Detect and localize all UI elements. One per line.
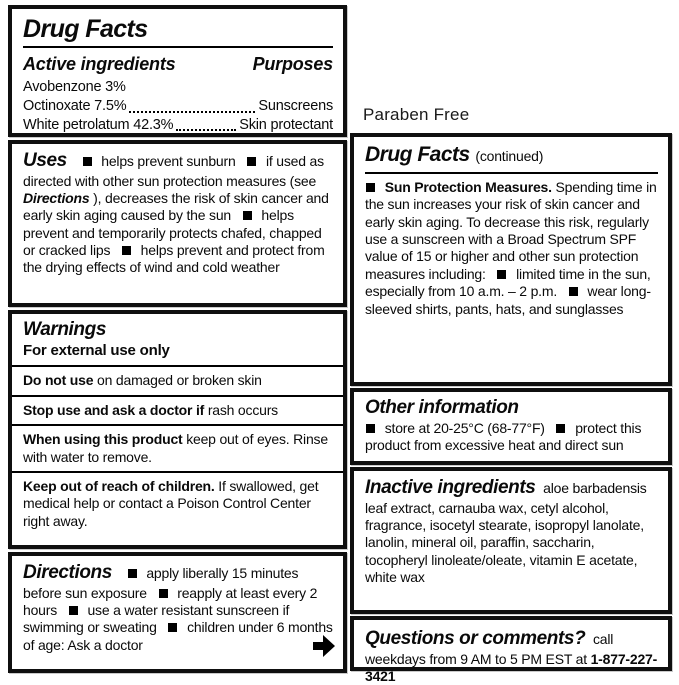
bullet-square-icon	[159, 589, 168, 598]
purposes-label: Purposes	[252, 54, 333, 75]
drug-facts-continued-title	[365, 142, 658, 168]
bullet-square-icon	[247, 157, 256, 166]
uses-section	[8, 140, 347, 307]
drug-facts-continued-section	[350, 133, 672, 386]
continue-arrow-icon	[312, 631, 336, 661]
bullet-square-icon	[83, 157, 92, 166]
ingredient-row	[23, 117, 333, 135]
warning-keep-out-of-reach: Keep out of reach of children. If swallowed, get medical help or contact a Poison Control Center right away.	[23, 477, 319, 529]
ingredient-purpose: Sunscreens	[258, 97, 333, 114]
warning-when-using: When using this product keep out of eyes. Rinse with water to remove.	[23, 431, 328, 465]
title-rule	[365, 172, 658, 174]
inactive-ingredients-text: Inactive ingredients aloe barbadensis leaf extract, carnauba wax, cetyl alcohol, fragrance, isocetyl stearate, isopropyl lanolate, lanolin, mineral oil, paraffin, saccharin, tocopheryl linoleate/oleate, vitamin E acetate, white wax	[365, 477, 647, 585]
title-rule	[23, 46, 333, 48]
paraben-free-claim: Paraben Free	[363, 105, 470, 124]
active-ingredients-label: Active ingredients	[23, 54, 176, 75]
ingredient-name: Avobenzone 3%	[23, 78, 126, 95]
warnings-title: Warnings	[23, 319, 107, 340]
warning-stop-use: Stop use and ask a doctor if rash occurs	[23, 401, 278, 418]
bullet-square-icon	[122, 246, 131, 255]
bullet-square-icon	[243, 211, 252, 220]
warning-do-not-use: Do not use on damaged or broken skin	[23, 372, 262, 389]
other-information-title: Other information	[365, 397, 519, 418]
divider	[12, 395, 343, 397]
continued-suffix: (continued)	[471, 148, 544, 164]
drug-facts-continued-title-text: Drug Facts	[365, 143, 470, 166]
sun-protection-measures-text: Sun Protection Measures. Spending time in the sun increases your risk of skin cancer and early skin aging. To decrease this risk, regularly use a sunscreen with a Broad Spectrum SPF value of 15 or higher and other sun protection measures including: limited time in the sun, especially from 10 a.m. – 2 p.m. wear long-sleeved shirts, pants, hats, and sunglasses	[365, 179, 657, 317]
active-ingredients-section	[8, 5, 347, 137]
ingredient-purpose: Skin protectant	[239, 116, 333, 133]
bullet-square-icon	[69, 606, 78, 615]
directions-text: Directions apply liberally 15 minutes before sun exposure reapply at least every 2 hours use a water resistant sunscreen if swimming or sweating children under 6 months of age: Ask a doctor	[23, 562, 333, 653]
right-column	[350, 0, 672, 684]
divider	[12, 424, 343, 426]
bullet-square-icon	[366, 183, 375, 192]
bullet-square-icon	[497, 270, 506, 279]
dot-leader	[176, 129, 236, 131]
inactive-ingredients-section	[350, 467, 672, 614]
bullet-square-icon	[128, 569, 137, 578]
dot-leader	[129, 111, 255, 113]
ingredient-row	[23, 79, 333, 97]
warnings-section	[8, 310, 347, 549]
directions-section	[8, 552, 347, 673]
divider	[12, 471, 343, 473]
divider	[12, 365, 343, 367]
uses-text: Uses helps prevent sunburn if used as directed with other sun protection measures (see Directions ), decreases the risk of skin cancer and early skin aging caused by the sun helps prevent and temporarily protects chafed, chapped or cracked lips helps prevent and protect from the drying effects of wind and cold weather	[23, 150, 329, 276]
external-use-line: For external use only	[23, 341, 170, 359]
questions-text: Questions or comments? call weekdays from 9 AM to 5 PM EST at 1-877-227-3421	[365, 628, 658, 684]
other-information-section	[350, 388, 672, 465]
other-information-text: store at 20-25°C (68-77°F) protect this product from excessive heat and direct sun	[365, 419, 642, 454]
ingredient-name: Octinoxate 7.5%	[23, 97, 127, 114]
active-ingredients-header	[23, 53, 333, 75]
ingredient-row	[23, 98, 333, 116]
bullet-square-icon	[556, 424, 565, 433]
drug-facts-title: Drug Facts	[23, 15, 148, 43]
ingredient-name: White petrolatum 42.3%	[23, 116, 174, 133]
bullet-square-icon	[168, 623, 177, 632]
bullet-square-icon	[569, 287, 578, 296]
questions-section	[350, 616, 672, 684]
bullet-square-icon	[366, 424, 375, 433]
left-column	[8, 5, 347, 676]
